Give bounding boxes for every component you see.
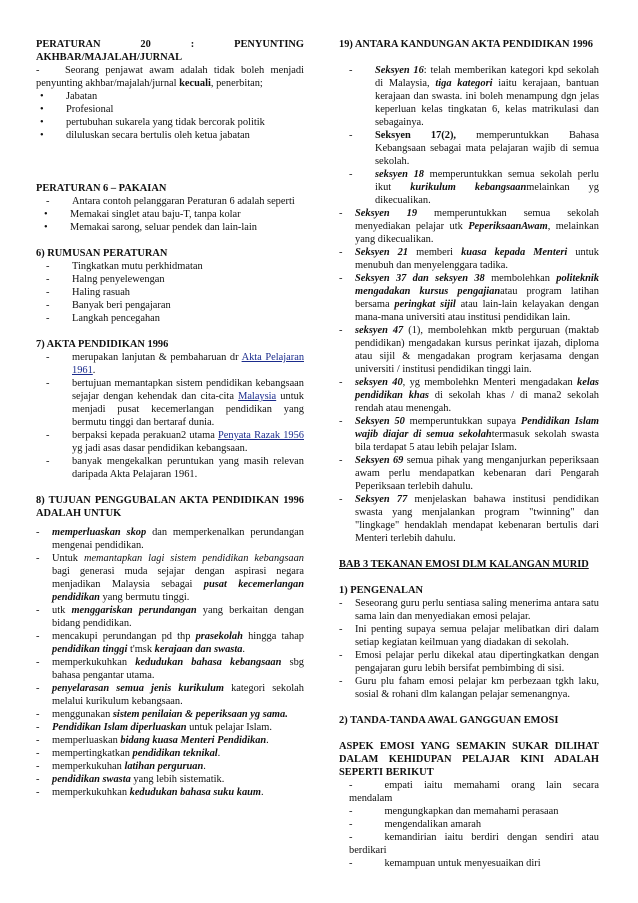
section-title-aspek-emosi: ASPEK EMOSI YANG SEMAKIN SUKAR DILIHAT DALAM KEHIDUPAN PELAJAR KINI ADALAH SEPERTI BERIKUT bbox=[339, 741, 599, 778]
section-title-bab-3: BAB 3 TEKANAN EMOSI DLM KALANGAN MURID bbox=[339, 559, 589, 570]
list-item: - Seorang penjawat awam adalah tidak boleh menjadi penyunting akhbar/majalah/jurnal kecuali, penerbitan; bbox=[36, 65, 304, 89]
list-item: - pendidikan swasta yang lebih sistematik. bbox=[36, 774, 225, 785]
list-item: - seksyen 18 memperuntukkan semua sekolah perlu ikut kurikulum kebangsaanmelainkan yg dikecualikan. bbox=[349, 169, 599, 206]
list-item: - Emosi pelajar perlu dikekal atau dipertingkatkan dengan pengajaran guru lebih bersifat pembimbing di sisi. bbox=[339, 650, 599, 674]
list-item: • Memakai sarong, seluar pendek dan lain-lain bbox=[44, 222, 257, 233]
section-title-rumusan: 6) RUMUSAN PERATURAN bbox=[36, 248, 168, 259]
list-item: - Seksyen 19 memperuntukkan semua sekolah menyediakan pelajar utk PeperiksaanAwam, melainkan yang dikecualikan. bbox=[339, 208, 599, 245]
list-item: - mengungkapkan dan memahami perasaan bbox=[349, 806, 559, 817]
list-item: - kemampuan untuk menyesuaikan diri bbox=[349, 858, 541, 869]
malaysia-link[interactable]: Malaysia bbox=[238, 391, 277, 402]
list-item: - utk menggariskan perundangan yang berkaitan dengan bidang pendidikan. bbox=[36, 605, 304, 629]
section-title-kandungan-akta: 19) ANTARA KANDUNGAN AKTA PENDIDIKAN 1996 bbox=[339, 39, 593, 50]
list-item: - mempertingkatkan pendidikan teknikal. bbox=[36, 748, 221, 759]
list-item: - memperluaskan bidang kuasa Menteri Pendidikan. bbox=[36, 735, 269, 746]
list-item: - Seksyen 37 dan seksyen 38 membolehkan politeknik mengadakan kursus pengajianatau program latihan bersama peringkat sijil atau lain-lain kelayakan dengan mana-mana universiti atau institusi pendidikan lain. bbox=[339, 273, 600, 323]
list-item: - Tingkatkan mutu perkhidmatan bbox=[46, 261, 203, 272]
list-item: - Pendidikan Islam diperluaskan untuk pelajar Islam. bbox=[36, 722, 272, 733]
list-item: - merupakan lanjutan & pembaharuan dr Akta Pelajaran 1961. bbox=[46, 352, 305, 376]
list-item: - mengendalikan amarah bbox=[349, 819, 482, 830]
list-item: - Guru plu faham emosi pelajar km perbezaan tgkh laku, sosial & rohani dlm kalangan pelajar semenangnya. bbox=[339, 676, 599, 700]
section-title-pengenalan: 1) PENGENALAN bbox=[339, 585, 423, 596]
list-item: - memperluaskan skop dan memperkenalkan perundangan mengenai pendidikan. bbox=[36, 527, 304, 551]
list-item: - Antara contoh pelanggaran Peraturan 6 adalah seperti bbox=[46, 196, 295, 207]
list-item: • Profesional bbox=[40, 104, 114, 115]
list-item: - Langkah pencegahan bbox=[46, 313, 160, 324]
list-item: - kemandirian iaitu berdiri dengan sendiri atau berdikari bbox=[349, 832, 599, 856]
list-item: - berpaksi kepada perakuan2 utama Penyata Razak 1956 yg jadi asas dasar pendidikan kebangsaan. bbox=[46, 430, 304, 454]
list-item: - Seksyen 77 menjelaskan bahawa institusi pendidikan swasta yang menjalankan program "twinning" dan "lingkage" hendaklah mendapat kebenaran bertulis dari Menteri terlebih dahulu. bbox=[339, 494, 600, 544]
list-item: • diluluskan secara bertulis oleh ketua jabatan bbox=[40, 130, 250, 141]
list-item: - memperkukuhan latihan perguruan. bbox=[36, 761, 206, 772]
section-title-peraturan-6: PERATURAN 6 – PAKAIAN bbox=[36, 183, 167, 194]
list-item: - Seksyen 21 memberi kuasa kepada Menteri untuk menubuh dan menyelenggara tadika. bbox=[339, 247, 599, 271]
list-item: - Seksyen 17(2), memperuntukkan Bahasa Kebangsaan sebagai mata pelajaran wajib di semua sekolah. bbox=[349, 130, 599, 167]
section-title-tujuan: 8) TUJUAN PENGGUBALAN AKTA PENDIDIKAN 1996 ADALAH UNTUK bbox=[36, 495, 304, 519]
list-item: - Haling rasuah bbox=[46, 287, 130, 298]
list-item: - Seksyen 69 semua pihak yang menganjurkan peperiksaan awam perlu mendapatkan kebenaran dari Pengarah Peperiksaan terlebih dahulu. bbox=[339, 455, 599, 492]
penyata-razak-link[interactable]: Penyata Razak 1956 bbox=[218, 430, 304, 441]
list-item: - seksyen 47 (1), membolehkan mktb perguruan (maktab pendidikan) mengadakan kursus perinkat ijazah, diploma atau sijil & mengadakan program kerjasama dengan universiti / institusi pendidikan tinggi lain. bbox=[339, 325, 600, 375]
list-item: • Jabatan bbox=[40, 91, 98, 102]
list-item: - mencakupi perundangan pd thp prasekolah hingga tahap pendidikan tinggi t'msk kerajaan dan swasta. bbox=[36, 631, 305, 655]
list-item: - Halng penyelewengan bbox=[46, 274, 165, 285]
left-column bbox=[36, 38, 304, 799]
list-item: • pertubuhan sukarela yang tidak bercorak politik bbox=[40, 117, 265, 128]
list-item: - Seksyen 50 memperuntukkan supaya Pendidikan Islam wajib diajar di semua sekolahtermasuk sekolah swasta bila terdapat 5 atau lebih pelajar Islam. bbox=[339, 416, 600, 453]
list-item: - Untuk memantapkan lagi sistem pendidikan kebangsaan bagi generasi muda sejajar dengan aspirasi negara menjadikan Malaysia sebagai pusat kecemerlangan pendidikan yang bermutu tinggi. bbox=[36, 553, 304, 603]
list-item: - penyelarasan semua jenis kurikulum kategori sekolah melalui kurikulum kebangsaan. bbox=[36, 683, 304, 707]
list-item: - Banyak beri pengajaran bbox=[46, 300, 171, 311]
list-item: - memperkukuhkan kedudukan bahasa suku kaum. bbox=[36, 787, 264, 798]
list-item: - Ini penting supaya semua pelajar melibatkan diri dalam setiap kegiatan keilmuan yang diadakan di sekolah. bbox=[339, 624, 599, 648]
list-item: - Seksyen 16: telah memberikan kategori kpd sekolah di Malaysia, tiga kategori iaitu kerajaan, bantuan kerajaan dan swasta. ini boleh menampung dgn jelas keperluan kelas tingkatan 6, kelas matrikulasi dan sebagainya. bbox=[349, 65, 600, 128]
list-item: - Seseorang guru perlu sentiasa saling menerima antara satu sama lain dan menyediakan emosi pelajar. bbox=[339, 598, 599, 622]
section-title-akta-1996: 7) AKTA PENDIDIKAN 1996 bbox=[36, 339, 169, 350]
list-item: - menggunakan sistem penilaian & peperiksaan yg sama. bbox=[36, 709, 288, 720]
akta-pelajaran-link[interactable]: Akta Pelajaran 1961 bbox=[72, 352, 305, 376]
list-item: - memperkukuhkan kedudukan bahasa kebangsaan sbg bahasa pengantar utama. bbox=[36, 657, 304, 681]
section-title-peraturan-20: PERATURAN 20 : PENYUNTING bbox=[36, 39, 304, 50]
list-item: - bertujuan memantapkan sistem pendidikan kebangsaan sejajar dengan kehendak dan cita-cita Malaysia untuk menjadi pusat kecemerlangan pendidikan yang bermutu tinggi dan bertaraf dunia. bbox=[46, 378, 304, 428]
list-item: - empati iaitu memahami orang lain secara mendalam bbox=[349, 780, 599, 804]
list-item: - banyak mengekalkan peruntukan yang masih relevan daripada Akta Pelajaran 1961. bbox=[46, 456, 304, 480]
list-item: - seksyen 40, yg membolehkn Menteri mengadakan kelas pendidikan khas di sekolah khas / di mana2 sekolah rendah atau menengah. bbox=[339, 377, 599, 414]
section-title-peraturan-20-cont: AKHBAR/MAJALAH/JURNAL bbox=[36, 52, 183, 63]
section-title-tanda-tanda: 2) TANDA-TANDA AWAL GANGGUAN EMOSI bbox=[339, 715, 559, 726]
right-column bbox=[339, 38, 599, 870]
list-item: • Memakai singlet atau baju-T, tanpa kolar bbox=[44, 209, 241, 220]
